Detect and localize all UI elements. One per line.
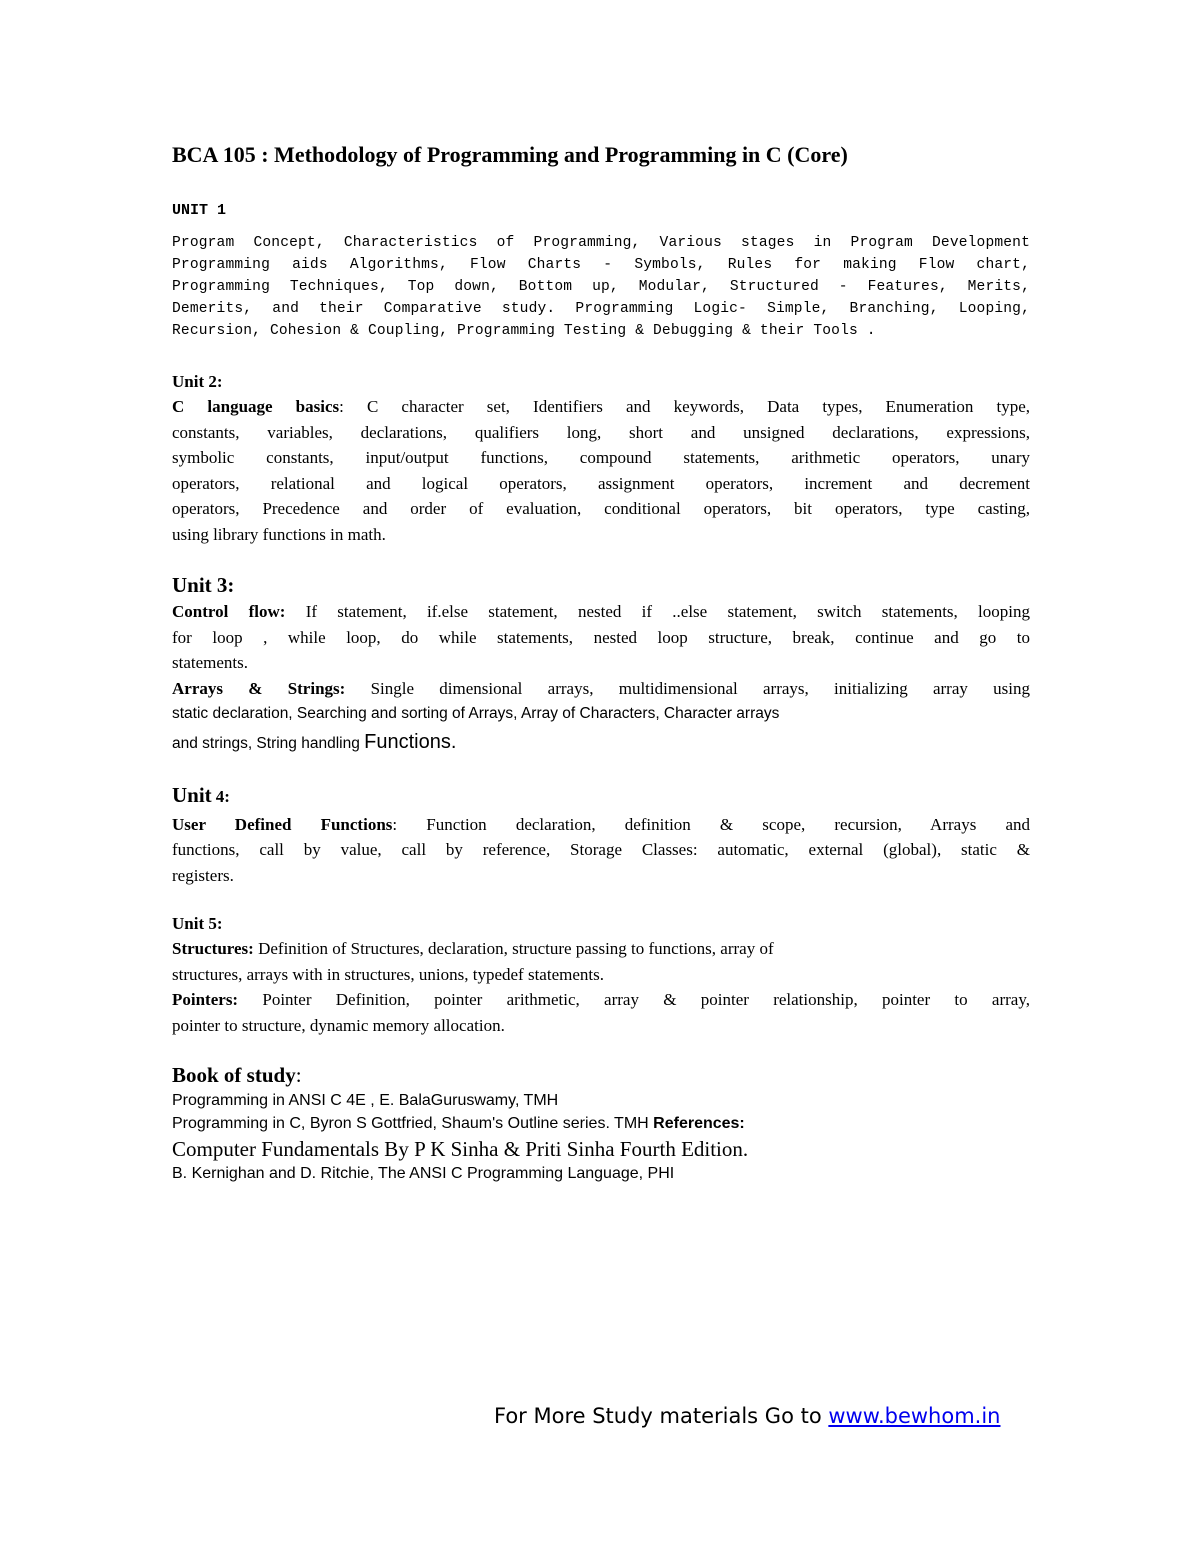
unit-4-line: : Function declaration, definition & scope, recursion, Arrays and — [392, 814, 1030, 834]
unit-5-line: Pointer Definition, pointer arithmetic, array & pointer relationship, pointer to array, — [238, 990, 1030, 1009]
unit-4-line: registers. — [172, 865, 234, 885]
unit-3-line: static declaration, Searching and sorting of Arrays, Array of Characters, Character arrays — [172, 705, 780, 722]
footer-link[interactable]: www.bewhom.in — [828, 1404, 1001, 1428]
syllabus-page — [172, 142, 1030, 1186]
unit-2-line: using library functions in math. — [172, 524, 386, 544]
unit-5-line: Definition of Structures, declaration, structure passing to functions, array of — [253, 939, 774, 958]
unit-2-heading: Unit 2: — [172, 372, 223, 391]
unit-1-heading: UNIT 1 — [172, 202, 227, 219]
unit-1-section — [172, 202, 1030, 342]
books-heading-colon: : — [295, 1063, 302, 1087]
page-title: BCA 105 : Methodology of Programming and Programming in C (Core) — [172, 142, 848, 167]
books-heading — [172, 1060, 1030, 1090]
unit-5-line: pointer to structure, dynamic memory allocation. — [172, 1015, 505, 1035]
control-flow-label: Control flow: — [172, 602, 286, 621]
structures-label: Structures: — [172, 939, 254, 958]
unit-1-line: Programming aids Algorithms, Flow Charts - Symbols, Rules for making Flow chart, — [172, 257, 1030, 273]
user-defined-functions-label: User Defined Functions — [172, 814, 393, 834]
book-entry: Computer Fundamentals By P K Sinha & Priti Sinha Fourth Edition. — [172, 1137, 749, 1161]
unit-2-topic-label: C language basics — [172, 397, 340, 416]
unit-1-line: Demerits, and their Comparative study. Programming Logic- Simple, Branching, Looping, — [172, 301, 1030, 317]
books-section — [172, 1060, 1030, 1186]
unit-3-line: If statement, if.else statement, nested if ..else statement, switch statements, looping — [285, 602, 1031, 621]
unit-3-body — [172, 599, 1030, 759]
book-entry — [172, 1113, 1030, 1136]
unit-4-heading-num: 4: — [215, 786, 230, 806]
unit-2-line: : C character set, Identifiers and keywords, Data types, Enumeration type, — [339, 397, 1030, 416]
unit-4-section — [172, 781, 1030, 889]
unit-5-heading: Unit 5: — [172, 914, 223, 933]
unit-3-section — [172, 571, 1030, 759]
unit-3-line: Single dimensional arrays, multidimensional arrays, initializing array using — [345, 678, 1030, 698]
books-heading-text: Book of study — [172, 1063, 296, 1087]
unit-3-line: for loop , while loop, do while statements, nested loop structure, break, continue and go to — [172, 627, 1030, 647]
unit-4-body — [172, 812, 1030, 889]
unit-4-heading-word: Unit — [172, 782, 212, 807]
unit-2-section — [172, 370, 1030, 547]
unit-1-line: Recursion, Cohesion & Coupling, Programming Testing & Debugging & their Tools . — [172, 323, 876, 339]
arrays-strings-label: Arrays & Strings: — [172, 678, 346, 698]
book-entry: B. Kernighan and D. Ritchie, The ANSI C Programming Language, PHI — [172, 1165, 675, 1182]
unit-2-line: constants, variables, declarations, qualifiers long, short and unsigned declarations, expressions, — [172, 422, 1030, 442]
footer-text: For More Study materials Go to — [494, 1404, 829, 1428]
unit-4-line: functions, call by value, call by reference, Storage Classes: automatic, external (global), static & — [172, 840, 1030, 859]
unit-2-line: operators, relational and logical operators, assignment operators, increment and decrement — [172, 473, 1030, 493]
unit-3-heading: Unit 3: — [172, 573, 235, 597]
references-label: References: — [653, 1114, 745, 1132]
unit-1-line: Program Concept, Characteristics of Programming, Various stages in Program Development — [172, 235, 1030, 251]
book-entry: Programming in ANSI C 4E , E. BalaGuruswamy, TMH — [172, 1092, 559, 1109]
unit-2-line: symbolic constants, input/output functions, compound statements, arithmetic operators, unary — [172, 448, 1030, 467]
pointers-label: Pointers: — [172, 990, 239, 1009]
unit-5-line: structures, arrays with in structures, unions, typedef statements. — [172, 964, 604, 984]
unit-5-section — [172, 912, 1030, 1038]
unit-3-line: and strings, String handling — [172, 734, 365, 752]
unit-1-body — [172, 232, 1030, 342]
unit-2-body — [172, 394, 1030, 547]
functions-word: Functions. — [364, 730, 457, 753]
unit-4-heading — [172, 781, 1030, 812]
unit-1-line: Programming Techniques, Top down, Bottom up, Modular, Structured - Features, Merits, — [172, 279, 1030, 295]
book-entry-text: Programming in C, Byron S Gottfried, Shaum's Outline series. TMH — [172, 1114, 654, 1132]
footer — [494, 1404, 1001, 1428]
unit-2-line: operators, Precedence and order of evaluation, conditional operators, bit operators, type casting, — [172, 499, 1030, 518]
unit-3-line: statements. — [172, 653, 249, 672]
unit-5-body — [172, 936, 1030, 1038]
